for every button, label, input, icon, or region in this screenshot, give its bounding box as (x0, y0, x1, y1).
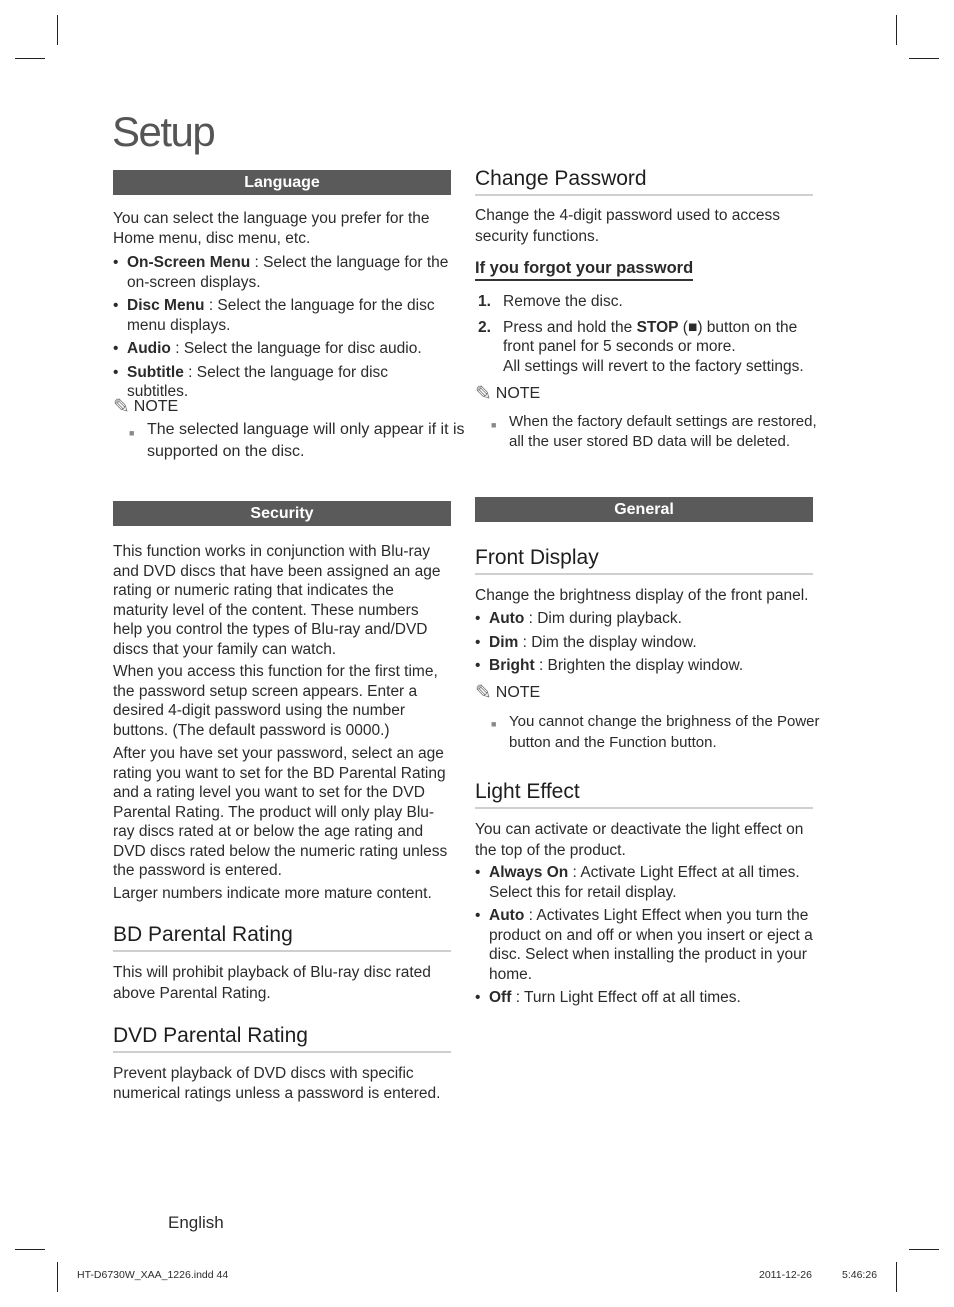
item-term: Disc Menu (127, 297, 205, 314)
front-display-list (475, 609, 813, 680)
bd-parental-text: This will prohibit playback of Blu-ray disc rated above Parental Rating. (113, 964, 431, 1002)
note-label: NOTE (495, 684, 541, 701)
step-number: 1. (478, 293, 491, 310)
page-title: Setup (112, 108, 215, 155)
item-term: Dim (489, 633, 519, 651)
list-item (475, 906, 813, 984)
crop-mark (57, 1262, 58, 1292)
note-header (475, 683, 540, 703)
note-item (127, 419, 471, 463)
change-password-text: Change the 4-digit password used to access security functions. (475, 207, 781, 245)
item-term: Bright (489, 657, 535, 674)
section-bar-security: Security (113, 501, 451, 526)
section-bar-general: General (475, 497, 813, 522)
crop-mark (57, 15, 58, 45)
item-desc: : Select the language for disc subtitles. (127, 363, 389, 400)
light-effect-heading: Light Effect (475, 780, 813, 809)
item-term: Always On (489, 864, 569, 881)
list-item (475, 633, 813, 653)
pencil-note-icon: ✎ (113, 396, 130, 418)
change-password-heading: Change Password (475, 167, 813, 196)
footer-filename: HT-D6730W_XAA_1226.indd 44 (77, 1269, 229, 1281)
pencil-note-icon: ✎ (475, 383, 492, 405)
step-extra: All settings will revert to the factory settings. (503, 357, 804, 375)
security-paragraph-3: After you have set your password, select an age rating you want to set for the BD Parental Rating and a rating level you want to set for the DVD Parental Rating. The product will only play Blu-ray discs rated at or below the age rating and DVD discs rated below the numeric rating unless the password is entered. (113, 745, 448, 879)
item-term: On-Screen Menu (127, 254, 251, 271)
step-text: (■) button on the front panel for 5 seconds or more. (503, 318, 798, 355)
section-bar-language: Language (113, 170, 451, 195)
item-desc: : Select the language for disc audio. (170, 340, 422, 357)
language-intro: You can select the language you prefer for the Home menu, disc menu, etc. (113, 210, 430, 247)
list-item (113, 253, 451, 292)
note-label: NOTE (133, 398, 179, 415)
step-text: Remove the disc. (503, 293, 623, 310)
step-text: Press and hold the (503, 318, 637, 336)
security-paragraph-2: When you access this function for the first time, the password setup screen appears. Enter a desired 4-digit password using the number buttons. (The default password is 0000.) (113, 663, 438, 739)
list-item (113, 363, 451, 402)
item-desc: : Dim during playback. (524, 610, 682, 627)
square-bullet-icon: ■ (491, 719, 497, 729)
list-item (475, 656, 813, 676)
item-desc: : Select the language for the disc menu displays. (127, 297, 435, 334)
list-item (113, 296, 451, 335)
note-text: When the factory default settings are restored, all the user stored BD data will be deleted. (509, 413, 817, 450)
item-desc: : Dim the display window. (518, 633, 697, 651)
item-desc: : Activates Light Effect when you turn the product on and off or when you insert or eject a disc. Select when installing the product in your home. (489, 907, 813, 983)
item-desc: : Brighten the display window. (534, 657, 744, 674)
list-item (475, 863, 813, 902)
list-item (475, 609, 813, 629)
bd-parental-heading: BD Parental Rating (113, 923, 451, 952)
forgot-password-steps (475, 292, 813, 382)
crop-mark (15, 1249, 45, 1250)
crop-mark (909, 58, 939, 59)
crop-mark (909, 1249, 939, 1250)
light-effect-intro: You can activate or deactivate the light effect on the top of the product. (475, 821, 804, 859)
square-bullet-icon: ■ (129, 428, 135, 438)
note-label: NOTE (495, 385, 541, 402)
list-item (113, 339, 451, 359)
note-header (113, 397, 178, 417)
pencil-note-icon: ✎ (475, 682, 492, 704)
footer-date: 2011-12-26 (759, 1269, 812, 1281)
footer-language: English (168, 1213, 224, 1232)
list-item (475, 988, 813, 1008)
item-desc: : Activate Light Effect at all times. Select this for retail display. (489, 864, 800, 901)
front-display-heading: Front Display (475, 546, 813, 575)
item-term: Auto (489, 907, 525, 924)
item-term: Auto (489, 610, 525, 627)
dvd-parental-heading: DVD Parental Rating (113, 1024, 451, 1053)
note-item (489, 412, 833, 452)
light-effect-list (475, 863, 813, 1012)
language-list (113, 253, 451, 406)
step-item (475, 318, 813, 377)
item-term: Subtitle (127, 363, 184, 381)
note-text: You cannot change the brighness of the Power button and the Function button. (509, 713, 820, 751)
item-desc: : Turn Light Effect off at all times. (511, 989, 741, 1006)
note-header (475, 384, 540, 404)
crop-mark (15, 58, 45, 59)
security-paragraph-1: This function works in conjunction with Blu-ray and DVD discs that have been assigned an age rating or numeric rating that indicates the maturity level of the content. These numbers help you control the types of Blu-ray and/DVD discs that your family can watch. (113, 543, 441, 658)
crop-mark (896, 1262, 897, 1292)
note-item (489, 711, 833, 753)
dvd-parental-text: Prevent playback of DVD discs with specific numerical ratings unless a password is entered. (113, 1065, 441, 1102)
stop-button-label: STOP (636, 318, 679, 336)
footer-time: 5:46:26 (842, 1269, 878, 1281)
crop-mark (896, 15, 897, 45)
step-item (475, 292, 813, 312)
front-display-intro: Change the brightness display of the front panel. (475, 587, 809, 604)
forgot-password-subheading: If you forgot your password (475, 258, 693, 281)
item-term: Off (489, 989, 512, 1006)
security-paragraph-4: Larger numbers indicate more mature content. (113, 885, 432, 902)
note-text: The selected language will only appear if it is supported on the disc. (147, 421, 465, 460)
item-desc: : Select the language for the on-screen displays. (127, 254, 449, 291)
step-number: 2. (478, 318, 491, 336)
square-bullet-icon: ■ (491, 420, 497, 430)
item-term: Audio (127, 340, 171, 357)
